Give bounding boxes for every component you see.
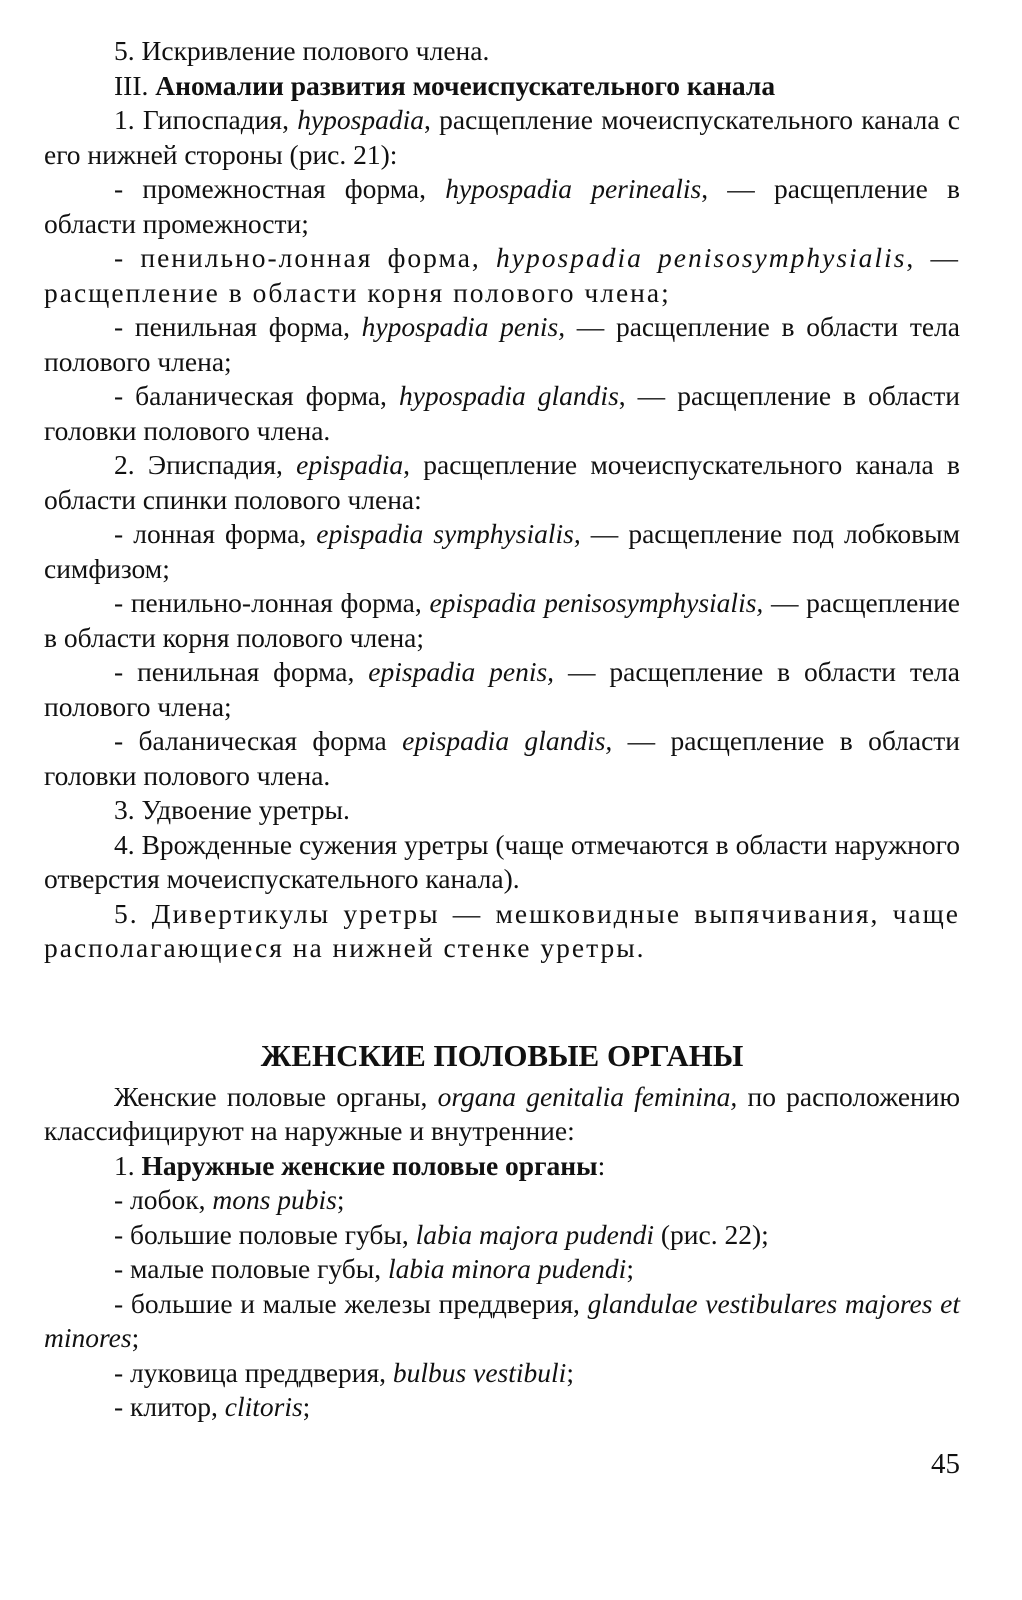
section-spacer [44, 966, 960, 1036]
latin-term: mons pubis [212, 1184, 337, 1215]
paragraph [44, 897, 960, 966]
paragraph [44, 586, 960, 655]
text: - луковица преддверия, [114, 1356, 387, 1388]
text: , расщепление мочеиспускательного канала в области спинки полового члена: [44, 449, 961, 515]
latin-term: epispadia glandis, [402, 725, 613, 756]
paragraph [44, 517, 960, 586]
text: - пенильная форма, [114, 656, 355, 687]
page-number: 45 [931, 1448, 960, 1480]
text: 2. Эписпадия, [114, 449, 283, 480]
latin-term: epispadia penisosymphysialis, [429, 587, 764, 618]
latin-term: organa genitalia feminina, [437, 1080, 738, 1112]
text: по расположению классифицируют на наружные и внутренние: [44, 1080, 961, 1146]
latin-term: labia majora pudendi [415, 1218, 654, 1250]
latin-term: hypospadia glandis [398, 380, 619, 411]
text: - клитор, [114, 1391, 218, 1422]
latin-term: hypospadia penis, [361, 311, 566, 342]
paragraph [44, 172, 960, 241]
text: — расщепление в области тела полового члена; [44, 311, 960, 377]
list-item [44, 1218, 960, 1253]
latin-term: clitoris [224, 1391, 303, 1422]
text: ; [566, 1356, 574, 1388]
latin-term: hypospadia [297, 104, 425, 135]
latin-term: hypospadia perinealis [445, 173, 702, 204]
section-title: ЖЕНСКИЕ ПОЛОВЫЕ ОРГАНЫ [260, 1037, 744, 1073]
text: 1. Гипоспадия, [114, 104, 289, 135]
list-item [44, 1252, 960, 1287]
text: 5. Дивертикулы уретры — мешковидные выпячивания, чаще располагающиеся на нижней стенке уретры. [44, 897, 960, 963]
text: ; [131, 1322, 140, 1353]
text: ; [336, 1184, 345, 1215]
paragraph [44, 379, 960, 448]
latin-term: glandulae vestibulares majores et minores [44, 1287, 961, 1353]
latin-term: epispadia [296, 449, 404, 480]
text: - пенильно-лонная форма, [114, 587, 422, 618]
text: — расщепление в области тела полового члена; [44, 656, 960, 722]
text: — расщепление под лобковым симфизом; [44, 518, 960, 584]
list-heading: Наружные женские половые органы [141, 1149, 598, 1181]
text: ; [626, 1253, 634, 1284]
latin-term: bulbus vestibuli [392, 1356, 567, 1388]
page-body [44, 34, 960, 1425]
list-title [44, 1149, 960, 1184]
list-item [44, 1390, 960, 1425]
text: - пенильно-лонная форма, [114, 242, 481, 273]
roman-numeral: III. [114, 69, 149, 101]
latin-term: hypospadia penisosymphysialis [496, 242, 907, 273]
list-item [44, 1287, 960, 1356]
paragraph [44, 310, 960, 379]
text: - малые половые губы, [114, 1253, 382, 1284]
latin-term: labia minora pudendi [387, 1253, 627, 1284]
text: ; [302, 1391, 311, 1422]
paragraph [44, 724, 960, 793]
subsection-heading [44, 69, 960, 104]
paragraph [44, 793, 960, 828]
text: - баланическая форма [114, 725, 387, 756]
paragraph [44, 34, 960, 69]
text: , — расщепление в области головки полового члена. [44, 380, 960, 446]
text: 4. Врожденные сужения уретры (чаще отмечаются в области наружного отверстия мочеиспускательного канала). [44, 828, 960, 894]
subsection-title: Аномалии развития мочеиспускательного канала [155, 69, 776, 101]
latin-term: epispadia penis, [368, 656, 555, 687]
list-item [44, 1183, 960, 1218]
paragraph [44, 103, 960, 172]
paragraph [44, 241, 960, 310]
text: , — расщепление в области корня полового члена; [44, 242, 960, 308]
text: - большие и малые железы преддверия, [114, 1287, 580, 1319]
paragraph [44, 828, 960, 897]
text: - лонная форма, [114, 518, 307, 549]
text: 3. Удвоение уретры. [114, 794, 350, 825]
text: , — расщепление в области промежности; [44, 173, 960, 239]
text: Женские половые органы, [114, 1080, 428, 1112]
text: : [597, 1149, 606, 1181]
section-intro [44, 1080, 960, 1149]
text: - лобок, [114, 1184, 206, 1215]
paragraph [44, 655, 960, 724]
text: , расщепление мочеиспускательного канала с его нижней стороны (рис. 21): [44, 104, 960, 170]
text: - промежностная форма, [114, 173, 427, 204]
text: (рис. 22); [660, 1218, 769, 1250]
text: — расщепление в области головки полового члена. [44, 725, 961, 791]
text: 5. Искривление полового члена. [114, 35, 490, 66]
text: - большие половые губы, [114, 1218, 409, 1250]
text: - пенильная форма, [114, 311, 350, 342]
latin-term: epispadia symphysialis, [316, 518, 581, 549]
paragraph [44, 448, 960, 517]
list-number: 1. [114, 1149, 135, 1181]
list-item [44, 1356, 960, 1391]
text: — расщепление в области корня полового члена; [44, 587, 960, 653]
text: - баланическая форма, [114, 380, 387, 411]
